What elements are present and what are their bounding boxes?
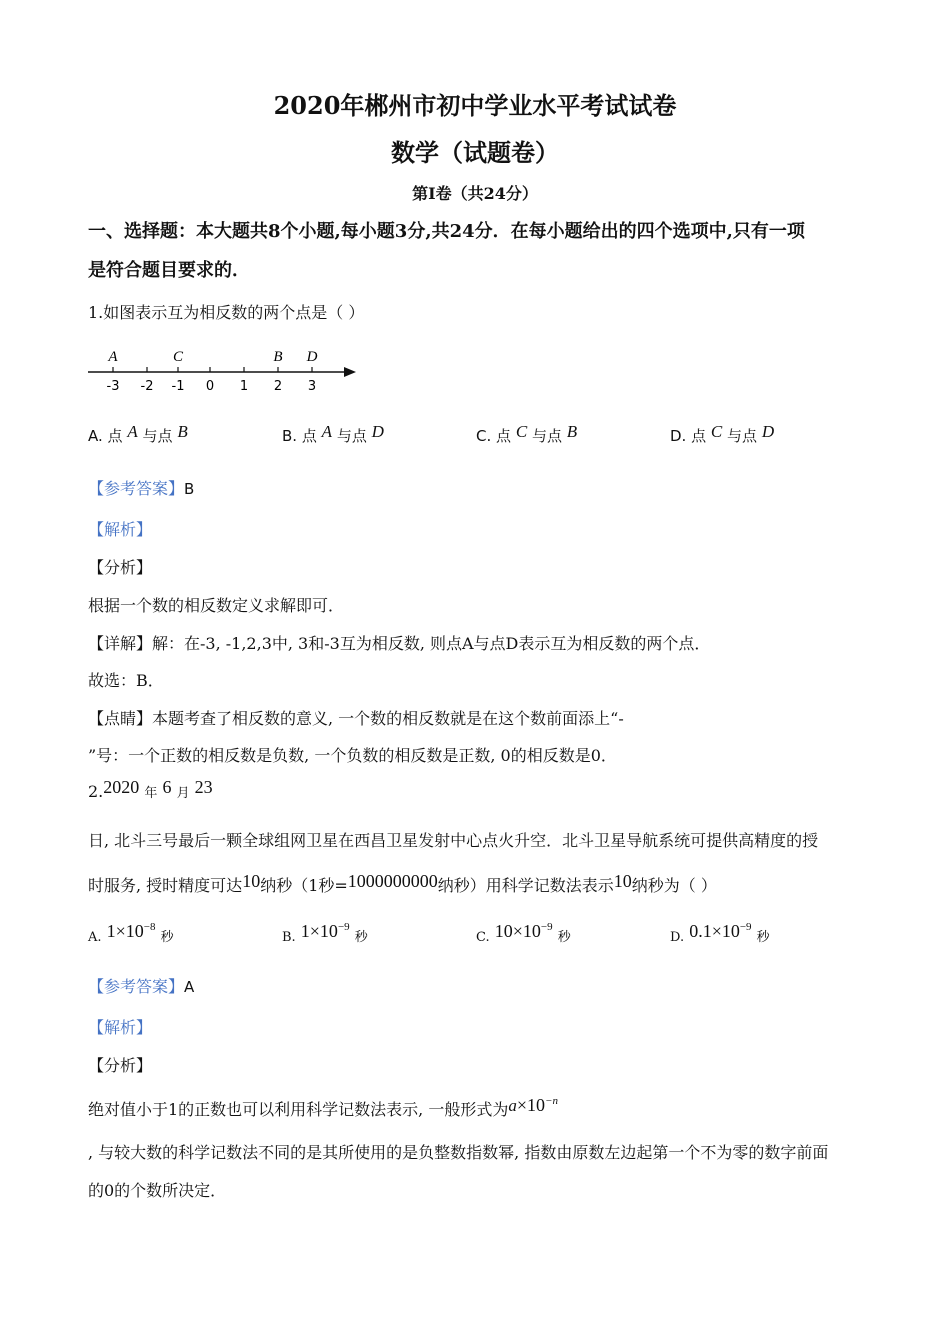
option-coefficient: 0.1×10 xyxy=(689,921,740,941)
option-text: 点 xyxy=(107,427,123,445)
exam-title: 2020年郴州市初中学业水平考试试卷 xyxy=(273,91,677,120)
option-text: 点 xyxy=(496,427,512,445)
q2-stem-line1 xyxy=(88,777,213,802)
formula-exponent: −n xyxy=(545,1095,558,1107)
option-key: D. xyxy=(670,930,685,945)
tick-label: -1 xyxy=(171,379,185,394)
answer-value: B xyxy=(184,480,195,498)
option-point: D xyxy=(761,422,775,441)
q2-text: 时服务, 授时精度可达 xyxy=(88,876,243,895)
q2-fenxi-text: 绝对值小于1的正数也可以利用科学记数法表示, 一般形式为 xyxy=(88,1100,509,1119)
option-coefficient: 10×10 xyxy=(494,921,541,941)
q2-answer xyxy=(88,974,194,997)
option-text: 与点 xyxy=(142,427,173,445)
q2-fenxi-line3: 的0的个数所决定． xyxy=(88,1181,227,1200)
option-point: D xyxy=(371,422,384,441)
option-text: 与点 xyxy=(531,427,562,445)
option-unit: 秒 xyxy=(160,930,174,945)
tick-label: -3 xyxy=(106,379,120,394)
option-exponent: −8 xyxy=(143,921,156,933)
q2-text: 纳秒）用科学记数法表示 xyxy=(437,876,614,895)
tick-label: -2 xyxy=(140,379,154,394)
option-unit: 秒 xyxy=(354,930,368,945)
option-key: B. xyxy=(282,427,298,445)
option-key: C. xyxy=(476,930,490,945)
q1-detail: 【详解】解：在-3, -1,2,3中, 3和-3互为相反数, 则点A与点D表示互为相反数的两个点． xyxy=(88,634,711,653)
option-key: D. xyxy=(670,427,687,445)
option-key: C. xyxy=(476,427,492,445)
option-coefficient: 1×10 xyxy=(300,921,338,941)
q2-option-b[interactable] xyxy=(282,921,368,946)
exam-subtitle: 数学（试题卷） xyxy=(391,138,559,167)
option-unit: 秒 xyxy=(557,930,571,945)
q2-number: 2. xyxy=(88,782,104,801)
q2-option-d[interactable] xyxy=(670,921,770,946)
option-key: A. xyxy=(88,930,102,945)
tick-label: 1 xyxy=(239,379,249,394)
q2-day: 23 xyxy=(194,777,213,797)
q2-big-number: 1000000000 xyxy=(347,871,438,891)
option-text: 与点 xyxy=(727,427,758,445)
option-point: C xyxy=(515,422,528,441)
part-heading: 第Ⅰ卷（共24分） xyxy=(412,184,538,203)
option-text: 点 xyxy=(691,427,707,445)
q1-analysis-label: 【解析】 xyxy=(88,520,153,539)
point-label-b: B xyxy=(273,349,283,365)
q2-value-10: 10 xyxy=(242,871,261,891)
option-unit: 秒 xyxy=(756,930,770,945)
answer-value: A xyxy=(184,978,195,996)
q2-stem-line2: 日, 北斗三号最后一颗全球组网卫星在西昌卫星发射中心点火升空．北斗卫星导航系统可提供高精度的授 xyxy=(88,831,819,850)
option-exponent: −9 xyxy=(540,921,553,933)
q1-fenxi-text: 根据一个数的相反数定义求解即可． xyxy=(88,596,345,615)
option-point: A xyxy=(321,422,333,441)
answer-label: 【参考答案】 xyxy=(88,479,185,498)
option-point: C xyxy=(710,422,723,441)
q2-option-c[interactable] xyxy=(476,921,571,946)
q1-answer xyxy=(88,476,194,499)
option-point: B xyxy=(177,422,188,441)
answer-label: 【参考答案】 xyxy=(88,977,185,996)
q2-stem-line3 xyxy=(88,873,717,896)
option-exponent: −9 xyxy=(739,921,752,933)
q2-analysis-label: 【解析】 xyxy=(88,1018,153,1037)
q1-comment-line2: ”号：一个正数的相反数是负数, 一个负数的相反数是正数, 0的相反数是0． xyxy=(88,746,617,765)
option-key: A. xyxy=(88,427,103,445)
formula-base: ×10 xyxy=(516,1095,546,1115)
q2-text: 纳秒为（ ） xyxy=(631,876,717,895)
tick-label: 3 xyxy=(307,379,317,394)
tick-label: 2 xyxy=(273,379,283,394)
q2-text: 纳秒（1秒= xyxy=(260,876,348,895)
q2-fenxi-line2: , 与较大数的科学记数法不同的是其所使用的是负整数指数幂, 指数由原数左边起第一个不为零的数字前面 xyxy=(88,1143,829,1162)
q1-option-c[interactable] xyxy=(476,422,578,446)
number-line-arrow xyxy=(344,367,356,377)
q1-option-a[interactable] xyxy=(88,422,188,446)
formula-a: a xyxy=(508,1096,517,1115)
q1-option-d[interactable] xyxy=(670,422,775,446)
q1-option-b[interactable] xyxy=(282,422,384,446)
number-line-ticks xyxy=(113,367,312,372)
q2-fenxi-label: 【分析】 xyxy=(88,1056,153,1075)
option-point: A xyxy=(127,422,138,441)
point-label-d: D xyxy=(306,349,318,365)
section-heading-line1: 一、选择题：本大题共8个小题,每小题3分,共24分．在每小题给出的四个选项中,只有一项 xyxy=(88,221,805,242)
tick-label: 0 xyxy=(205,379,215,394)
point-label-a: A xyxy=(108,349,118,365)
q2-nian: 年 xyxy=(144,786,158,801)
option-text: 点 xyxy=(301,427,317,445)
q1-choose: 故选：B． xyxy=(88,671,164,690)
option-coefficient: 1×10 xyxy=(106,921,144,941)
option-key: B. xyxy=(282,930,296,945)
option-point: B xyxy=(566,422,578,441)
q2-yue: 月 xyxy=(176,786,190,801)
q1-fenxi-label: 【分析】 xyxy=(88,558,153,577)
point-label-c: C xyxy=(172,349,184,365)
q1-stem: 1.如图表示互为相反数的两个点是（ ） xyxy=(88,303,365,322)
q2-year: 2020 xyxy=(103,777,140,797)
option-exponent: −9 xyxy=(337,921,350,933)
q2-fenxi-line1 xyxy=(88,1097,558,1120)
q2-option-a[interactable] xyxy=(88,921,174,946)
q2-value-10: 10 xyxy=(613,871,632,891)
q1-comment-line1: 【点睛】本题考查了相反数的意义, 一个数的相反数就是在这个数前面添上“- xyxy=(88,709,624,728)
q2-month: 6 xyxy=(162,777,172,797)
section-heading-line2: 是符合题目要求的． xyxy=(88,260,250,281)
option-text: 与点 xyxy=(336,427,367,445)
number-line-figure xyxy=(86,340,366,396)
